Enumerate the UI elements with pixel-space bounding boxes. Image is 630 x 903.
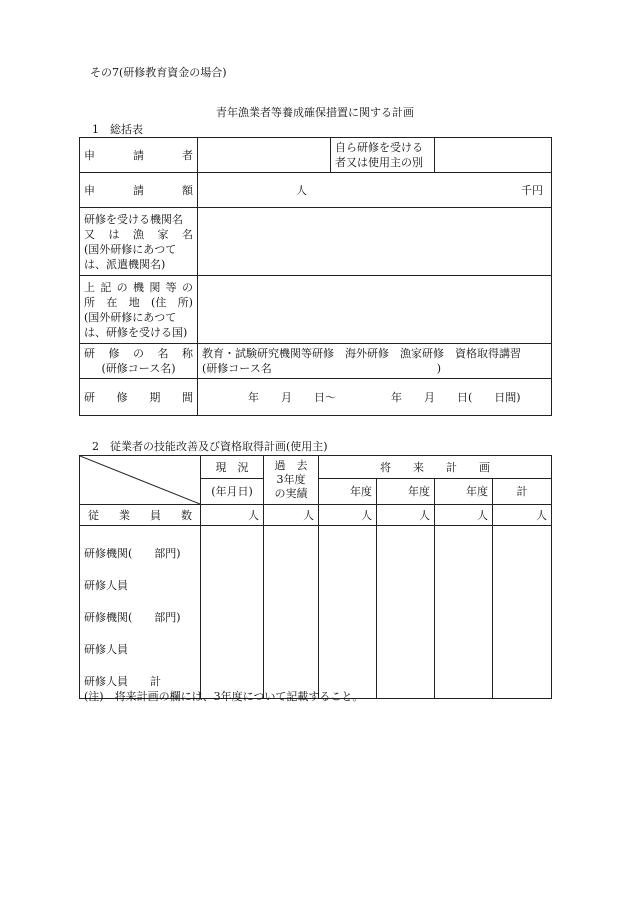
year1-header: 年度 bbox=[319, 479, 377, 505]
unit-thousand-yen: 千円 bbox=[521, 183, 543, 197]
period-label-cell bbox=[80, 379, 198, 416]
training-rows-labels bbox=[80, 526, 201, 699]
training-total[interactable] bbox=[493, 526, 552, 699]
amount-label-cell bbox=[80, 173, 198, 208]
summary-table bbox=[79, 137, 552, 416]
page-title: 青年漁業者等養成確保措置に関する計画 bbox=[216, 106, 414, 119]
employees-label: 従 業 員 数 bbox=[88, 508, 192, 522]
form-number: その7(研修教育資金の場合) bbox=[90, 66, 227, 79]
institution-line2: 又 は 漁 家 名 bbox=[84, 227, 193, 241]
training-personnel-total: 研修人員 計 bbox=[84, 675, 161, 688]
employees-year3[interactable]: 人 bbox=[435, 505, 493, 526]
past-line1: 過 去 bbox=[274, 459, 308, 472]
current-date-header: (年月日) bbox=[201, 479, 264, 505]
period-label: 研 修 期 間 bbox=[84, 390, 193, 404]
period-value[interactable]: 年 月 日～ 年 月 日( 日間) bbox=[198, 379, 552, 416]
location-line4: は、研修を受ける国) bbox=[84, 325, 188, 339]
plan-table bbox=[79, 455, 552, 699]
institution-line1: 研修を受ける機関名 bbox=[84, 212, 183, 226]
self-or-employer-line2: 者又は使用主の別 bbox=[335, 156, 423, 169]
employees-year1[interactable]: 人 bbox=[319, 505, 377, 526]
future-plan-header: 将 来 計 画 bbox=[319, 456, 552, 479]
training-year1[interactable] bbox=[319, 526, 377, 699]
section-1-heading: 1 総括表 bbox=[92, 123, 143, 136]
applicant-label-cell bbox=[80, 138, 198, 173]
training-personnel-2: 研修人員 bbox=[84, 643, 128, 656]
course-name: (研修コース名 ) bbox=[202, 362, 442, 375]
past-results-header bbox=[264, 456, 319, 505]
location-value[interactable] bbox=[198, 276, 552, 344]
employees-current[interactable]: 人 bbox=[201, 505, 264, 526]
employees-total[interactable]: 人 bbox=[493, 505, 552, 526]
course-label bbox=[80, 344, 198, 379]
unit-person: 人 bbox=[296, 183, 307, 197]
self-or-employer-line1: 自ら研修を受ける bbox=[335, 141, 423, 154]
past-line2: 3年度 bbox=[276, 473, 306, 486]
employees-past[interactable]: 人 bbox=[264, 505, 319, 526]
training-institution-1: 研修機関( 部門) bbox=[84, 547, 181, 560]
training-current[interactable] bbox=[201, 526, 264, 699]
course-line2: (研修コース名) bbox=[101, 362, 176, 375]
training-personnel-1: 研修人員 bbox=[84, 579, 128, 592]
training-institution-2: 研修機関( 部門) bbox=[84, 611, 181, 624]
self-or-employer-label bbox=[331, 138, 435, 173]
section-2-heading: 2 従業者の技能改善及び資格取得計画(使用主) bbox=[92, 440, 328, 453]
applicant-value[interactable] bbox=[198, 138, 331, 173]
diagonal-header bbox=[80, 456, 201, 505]
course-options: 教育・試験研究機関等研修 海外研修 漁家研修 資格取得講習 bbox=[202, 347, 521, 360]
year2-header: 年度 bbox=[377, 479, 435, 505]
institution-line3: (国外研修にあつて bbox=[84, 242, 177, 256]
current-status-header: 現 況 bbox=[201, 456, 264, 479]
location-line1: 上 記 の 機 関 等 の bbox=[84, 280, 193, 294]
location-label bbox=[80, 276, 198, 344]
self-or-employer-value[interactable] bbox=[435, 138, 552, 173]
employees-year2[interactable]: 人 bbox=[377, 505, 435, 526]
footnote: (注) 将来計画の欄には、3年度について記載すること。 bbox=[84, 690, 364, 703]
amount-value[interactable] bbox=[198, 173, 552, 208]
applicant-label: 申 請 者 bbox=[84, 148, 193, 162]
diagonal-line bbox=[80, 456, 200, 504]
amount-label: 申 請 額 bbox=[84, 183, 193, 197]
location-line2: 所 在 地 (住 所) bbox=[84, 295, 193, 309]
past-line3: の実績 bbox=[274, 487, 308, 500]
training-past[interactable] bbox=[264, 526, 319, 699]
institution-value[interactable] bbox=[198, 208, 552, 276]
institution-line4: は、派遣機関名) bbox=[84, 257, 166, 271]
employees-label-cell bbox=[80, 505, 201, 526]
institution-label bbox=[80, 208, 198, 276]
course-line1: 研 修 の 名 称 bbox=[84, 347, 193, 360]
total-header: 計 bbox=[493, 479, 552, 505]
year3-header: 年度 bbox=[435, 479, 493, 505]
location-line3: (国外研修にあつて bbox=[84, 310, 177, 324]
training-year2[interactable] bbox=[377, 526, 435, 699]
training-year3[interactable] bbox=[435, 526, 493, 699]
course-value[interactable] bbox=[198, 344, 552, 379]
